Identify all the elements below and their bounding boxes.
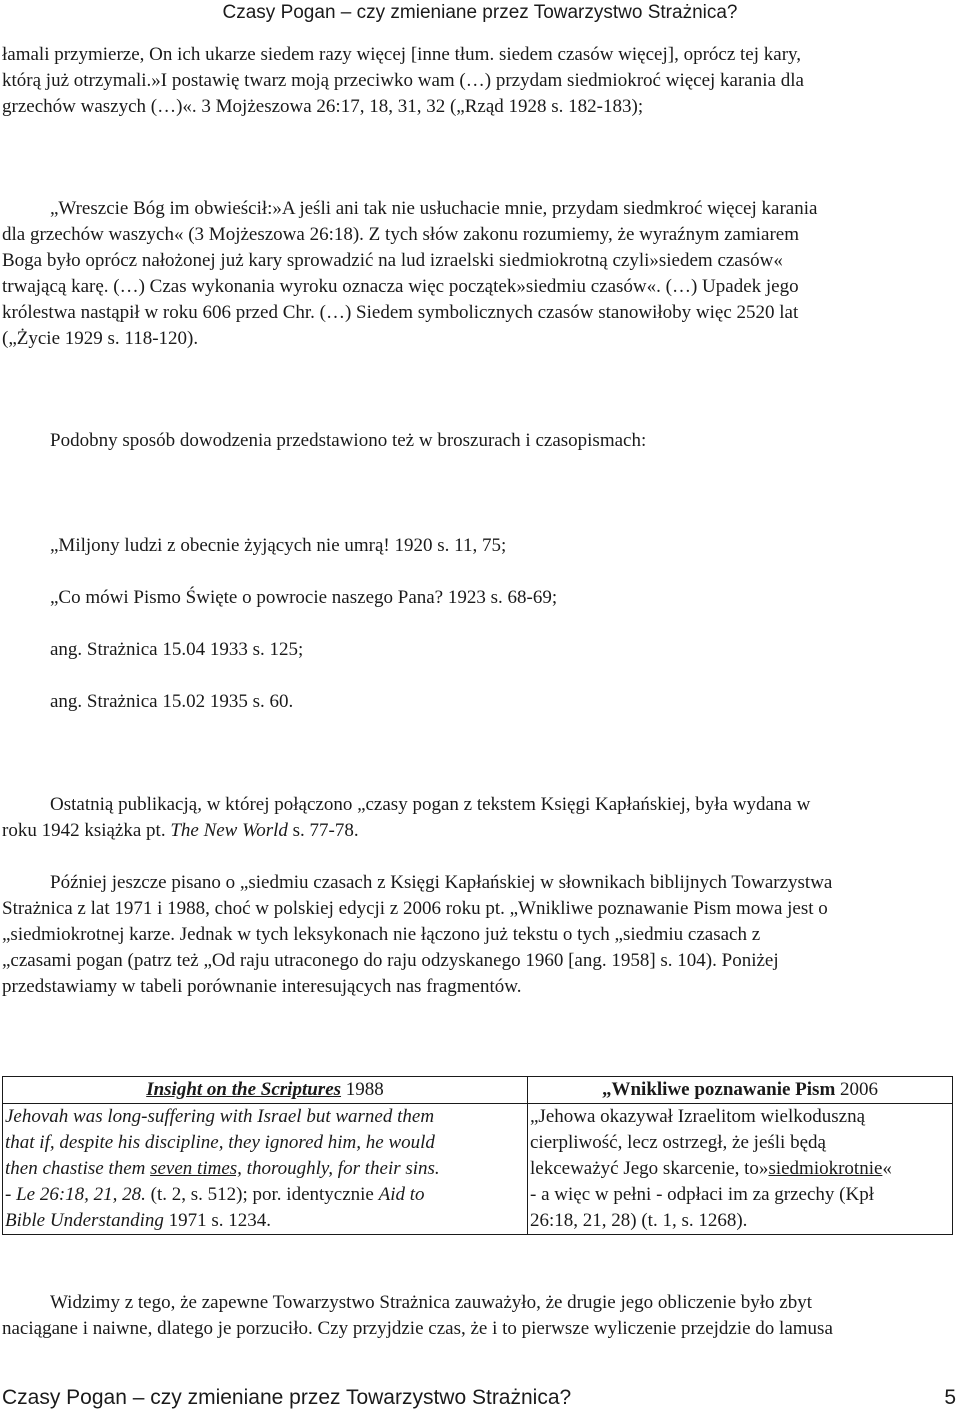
- paragraph-conclusion: [2, 1290, 952, 1342]
- comparison-table: [2, 1076, 953, 1235]
- text-line: Strażnica z lat 1971 i 1988, choć w polskiej edycji z 2006 roku pt. „Wnikliwe poznawanie Pism mowa jest o: [2, 898, 828, 919]
- text-line: Boga było oprócz nałożonej już kary sprowadzić na lud izraelski siedmiokrotną czyli»siedem czasów«: [2, 250, 783, 271]
- paragraph-last-publication: [2, 792, 952, 844]
- paragraph-quote-rzad: [2, 42, 952, 120]
- cell-line: [5, 1208, 525, 1234]
- underlined-text: siedmiokrotnie: [768, 1158, 883, 1179]
- text-line: łamali przymierze, On ich ukarze siedem razy więcej [inne tłum. siedem czasów więcej], oprócz tej kary,: [2, 44, 802, 65]
- page-number: 5: [944, 1386, 956, 1409]
- table-header-wnikliwe: [528, 1077, 953, 1104]
- footer-title: Czasy Pogan – czy zmieniane przez Towarzystwo Strażnica?: [2, 1386, 572, 1409]
- page-footer: [2, 1385, 956, 1411]
- text-line: Ostatnią publikacją, w której połączono „czasy pogan z tekstem Księgi Kapłańskiej, była wydana w: [50, 794, 811, 815]
- table-cell-polish: [528, 1104, 953, 1235]
- book-title: Bible Understanding: [5, 1210, 164, 1231]
- text-span: thoroughly, for their sins.: [241, 1158, 440, 1179]
- text-span: lekceważyć Jego skarcenie, to»: [530, 1158, 769, 1179]
- table-header-row: [3, 1077, 953, 1104]
- header-year: 2006: [840, 1079, 879, 1100]
- header-title: „Wnikliwe poznawanie Pism: [601, 1079, 836, 1100]
- reference-line: ang. Strażnica 15.04 1933 s. 125;: [50, 639, 304, 660]
- header-title: Insight on the Scriptures: [146, 1079, 342, 1100]
- text-line: którą już otrzymali.»I postawię twarz moją przeciwko wam (…) przydam siedmiokroć więcej karania dla: [2, 70, 804, 91]
- text-line: królestwa nastąpił w roku 606 przed Chr. (…) Siedem symbolicznych czasów stanowiłoby więc 2520 lat: [2, 302, 799, 323]
- cell-line: - a więc w pełni - odpłaci im za grzechy (Kpł: [530, 1184, 874, 1205]
- table-cell-english: [3, 1104, 528, 1235]
- paragraph-quote-zycie: [2, 196, 952, 352]
- page-header: Czasy Pogan – czy zmieniane przez Towarzystwo Strażnica?: [222, 2, 738, 23]
- text-line: „Wreszcie Bóg im obwieścił:»A jeśli ani tak nie usłuchacie mnie, przydam siedmkroć więcej karania: [50, 198, 818, 219]
- text-span: - Le 26:18, 21, 28.: [5, 1184, 146, 1205]
- text-line: („Życie 1929 s. 118-120).: [2, 328, 199, 349]
- book-title: The New World: [170, 820, 288, 841]
- cell-line: [5, 1156, 525, 1182]
- text-span: roku 1942 książka pt.: [2, 820, 166, 841]
- text-line: dla grzechów waszych« (3 Mojżeszowa 26:18). Z tych słów zakonu rozumiemy, że wyraźnym zamiarem: [2, 224, 800, 245]
- text-span: 1971 s. 1234.: [163, 1210, 272, 1231]
- paragraph-dictionaries: [2, 870, 952, 1000]
- text-line: grzechów waszych (…)«. 3 Mojżeszowa 26:17, 18, 31, 32 („Rząd 1928 s. 182-183);: [2, 96, 644, 117]
- text-span: then chastise them: [5, 1158, 151, 1179]
- reference-line: ang. Strażnica 15.02 1935 s. 60.: [50, 691, 294, 712]
- header-year: 1988: [345, 1079, 384, 1100]
- table-row: [3, 1104, 953, 1235]
- cell-line: „Jehowa okazywał Izraelitom wielkoduszną: [530, 1106, 866, 1127]
- text-span: s. 77-78.: [292, 820, 359, 841]
- text-line: Widzimy z tego, że zapewne Towarzystwo Strażnica zauważyło, że drugie jego obliczenie było zbyt: [50, 1292, 812, 1313]
- cell-line: Jehovah was long-suffering with Israel but warned them: [5, 1106, 435, 1127]
- cell-line: 26:18, 21, 28) (t. 1, s. 1268).: [530, 1210, 748, 1231]
- cell-line: [5, 1182, 525, 1208]
- text-span: (t. 2, s. 512); por. identycznie: [145, 1184, 379, 1205]
- text-line: [2, 818, 952, 844]
- text-line: „czasami pogan (patrz też „Od raju utraconego do raju odzyskanego 1960 [ang. 1958] s. 104). Poniżej: [2, 950, 779, 971]
- underlined-text: seven times,: [150, 1158, 242, 1179]
- cell-line: that if, despite his discipline, they ignored him, he would: [5, 1132, 435, 1153]
- reference-line: „Miljony ludzi z obecnie żyjących nie umrą! 1920 s. 11, 75;: [50, 535, 507, 556]
- table-header-insight: [3, 1077, 528, 1104]
- cell-line: [530, 1156, 950, 1182]
- text-line: Później jeszcze pisano o „siedmiu czasach z Księgi Kapłańskiej w słownikach biblijnych Towarzystwa: [50, 872, 833, 893]
- text-line: „siedmiokrotnej karze. Jednak w tych leksykonach nie łączono już tekstu o tych „siedmiu czasach z: [2, 924, 761, 945]
- text-line: przedstawiamy w tabeli porównanie interesujących nas fragmentów.: [2, 976, 522, 997]
- text-line: trwającą karę. (…) Czas wykonania wyroku oznacza więc początek»siedmiu czasów«. (…) Upadek jego: [2, 276, 799, 297]
- paragraph-intro-sources: Podobny sposób dowodzenia przedstawiono też w broszurach i czasopismach:: [50, 430, 647, 451]
- reference-line: „Co mówi Pismo Święte o powrocie naszego Pana? 1923 s. 68-69;: [50, 587, 558, 608]
- text-span: «: [882, 1158, 892, 1179]
- cell-line: cierpliwość, lecz ostrzegł, że jeśli będą: [530, 1132, 826, 1153]
- text-line: naciągane i naiwne, dlatego je porzuciło. Czy przyjdzie czas, że i to pierwsze wyliczenie przejdzie do lamusa: [2, 1318, 833, 1339]
- book-title: Aid to: [378, 1184, 425, 1205]
